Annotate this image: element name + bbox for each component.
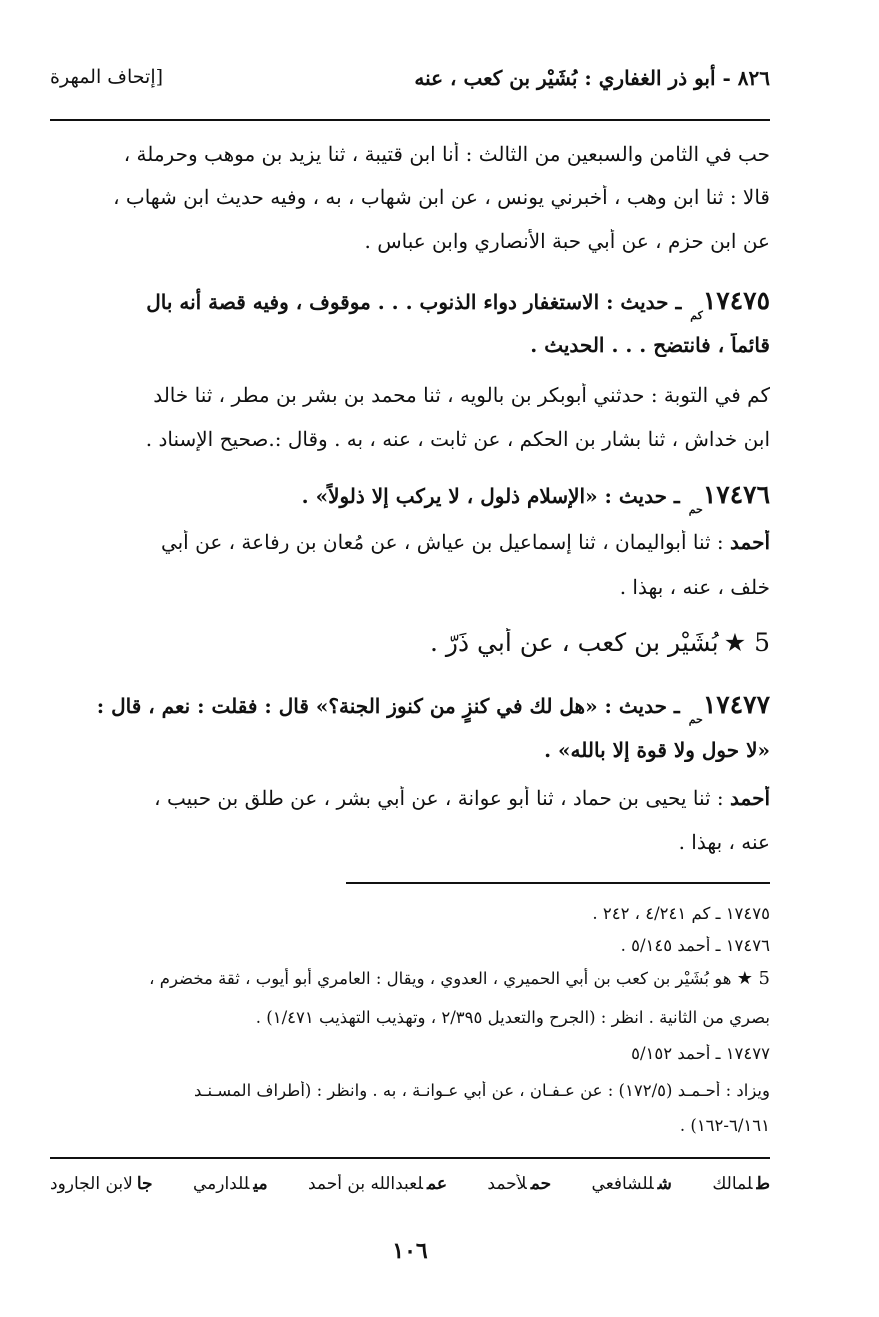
- footnote-line: ١٧٤٧٧ ـ أحمد ٥/١٥٢: [631, 1044, 770, 1063]
- hadith-17475-heading: [50, 286, 770, 322]
- source-label: أحمد: [730, 786, 770, 810]
- hadith-text: ـ حديث : «الإسلام ذلول ، لا يركب إلا ذلولاً» .: [301, 484, 680, 508]
- hadith-text-line: قائماً ، فانتضح . . . الحديث .: [530, 333, 770, 357]
- sigla-item: عملعبدالله بن أحمد: [308, 1174, 447, 1194]
- isnad-line: كم في التوبة : حدثني أبوبكر بن بالويه ، ثنا محمد بن بشر بن مطر ، ثنا خالد: [153, 383, 770, 407]
- hadith-17477-heading: [50, 690, 770, 726]
- hadith-sigla: حم: [688, 713, 703, 726]
- sigla-legend: [50, 1174, 770, 1194]
- hadith-text-line: «لا حول ولا قوة إلا بالله» .: [544, 738, 770, 762]
- footnote-line: ١٧٤٧٥ ـ كم ٤/٢٤١ ، ٢٤٢ .: [592, 904, 770, 923]
- sigla-item: جالابن الجارود: [50, 1174, 153, 1194]
- isnad-line: عنه ، بهذا .: [678, 830, 770, 854]
- hadith-number: ١٧٤٧٧: [702, 690, 770, 719]
- hadith-17476-heading: [50, 480, 770, 516]
- footnote-line: [50, 968, 770, 989]
- footnote-star: 5 ★: [736, 968, 770, 989]
- hadith-text: ـ حديث : الاستغفار دواء الذنوب . . . موقوف ، وفيه قصة أنه بال: [146, 290, 682, 314]
- running-title: ٨٢٦ - أبو ذر الغفاري : بُشَيْر بن كعب ، عنه: [414, 66, 770, 90]
- symbols-rule: [50, 1157, 770, 1159]
- isnad-text: : ثنا يحيى بن حماد ، ثنا أبو عوانة ، عن أبي بشر ، عن طلق بن حبيب ،: [154, 786, 724, 810]
- hadith-number: ١٧٤٧٦: [702, 480, 770, 509]
- isnad-line: ابن خداش ، ثنا بشار بن الحكم ، عن ثابت ، عنه ، به . وقال :.صحيح الإسناد .: [145, 427, 770, 451]
- footnote-line: ٦/١٦١-١٦٢) .: [679, 1116, 770, 1135]
- footnote-rule: [346, 882, 770, 884]
- isnad-text: : ثنا أبواليمان ، ثنا إسماعيل بن عياش ، عن مُعان بن رفاعة ، عن أبي: [160, 530, 724, 554]
- text-line: حب في الثامن والسبعين من الثالث : أنا ابن قتيبة ، ثنا يزيد بن موهب وحرملة ،: [123, 142, 770, 166]
- footnote-line: ويزاد : أحـمـد (١٧٢/٥) : عن عـفـان ، عن أبي عـوانـة ، به . وانظر : (أطراف المسـنـد: [193, 1081, 770, 1100]
- sigla-item: ميللدارمي: [192, 1174, 268, 1194]
- text-line: عن ابن حزم ، عن أبي حبة الأنصاري وابن عباس .: [364, 229, 770, 253]
- footnote-text: هو بُشَيْر بن كعب بن أبي الحميري ، العدوي ، ويقال : العامري أبو أيوب ، ثقة مخضرم ،: [149, 969, 732, 988]
- narrator-heading: [50, 628, 770, 657]
- isnad-line: [50, 530, 770, 554]
- book-title: [إتحاف المهرة: [50, 66, 164, 88]
- hadith-sigla: كم: [690, 309, 703, 322]
- footnote-line: ١٧٤٧٦ ـ أحمد ٥/١٤٥ .: [620, 936, 770, 955]
- source-label: أحمد: [730, 530, 770, 554]
- isnad-line: خلف ، عنه ، بهذا .: [619, 575, 770, 599]
- page-number: ١٠٦: [392, 1238, 428, 1264]
- narrator-name: بُشَيْر بن كعب ، عن أبي ذَرّ .: [430, 628, 719, 657]
- sigla-item: طلمالك: [712, 1174, 770, 1194]
- sigla-item: حملأحمد: [487, 1174, 552, 1194]
- header-rule: [50, 119, 770, 121]
- narrator-star: 5 ★: [723, 628, 770, 657]
- hadith-sigla: حم: [688, 503, 703, 516]
- running-header: [50, 62, 770, 102]
- hadith-number: ١٧٤٧٥: [702, 286, 770, 315]
- text-line: قالا : ثنا ابن وهب ، أخبرني يونس ، عن ابن شهاب ، به ، وفيه حديث ابن شهاب ،: [113, 185, 770, 209]
- footnote-line: بصري من الثانية . انظر : (الجرح والتعديل ٢/٣٩٥ ، وتهذيب التهذيب ١/٤٧١) .: [255, 1008, 770, 1027]
- sigla-item: شللشافعي: [591, 1174, 672, 1194]
- isnad-line: [50, 786, 770, 810]
- book-page: [50, 0, 770, 1317]
- hadith-text: ـ حديث : «هل لك في كنزٍ من كنوز الجنة؟» قال : فقلت : نعم ، قال :: [96, 694, 680, 718]
